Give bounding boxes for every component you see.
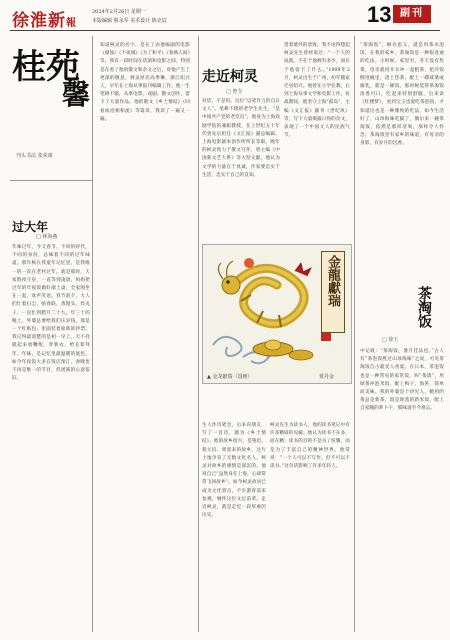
- article-chafan-author-name: 徐玉: [388, 337, 399, 343]
- figure-caption-right: 黄丹金: [319, 374, 335, 380]
- article-kexiang-body: 知道柯灵的名字，是在了由他编剧的电影《腐蚀》《不夜城》《为了和平》《春满人间》等。我有一段时间在话剧和电影之间，特别是在看了他的散文和杂文之后，对他产生了更深的敬意。柯灵原名高季琳，浙江绍兴人，早年在上海从事报刊编辑工作。他一生笔耕不辍，从事电影、戏剧、散文创作，留下了大量作品。他的散文《乡土情结》《回看血泪相和流》等篇章，我读了一遍又一遍。: [100, 43, 190, 122]
- article-chafan-body-2: 中记载：“茶淘饭，暑月佳品也。”古人有“茶泡饭胜过山珍海味”之说，可见茶淘饭自古就受人喜爱。在日本，茶泡饭也是一种常见的家常饭，叫“茶渍”，用绿茶冲泡米饭，配上梅干、海苔，简单而美味。我的外婆是个讲究人，她用的茶总是新茶，饭是现蒸的新米饭，配上自家腌的萝卜干，那味道至今难忘。: [360, 349, 444, 412]
- page-number: 13: [367, 2, 392, 27]
- column-calligraphy: 桂苑: [12, 47, 80, 87]
- article-kexiang-body-3: 望着墙外的景致，我不由得想起柯灵先生曾经说过：“一个人的成就，不在于他拥有多少，而在于他留下了什么。”1909年2月，柯灵出生于广州，幼年随家迁居绍兴。他曾在小学任教，后到上海从事文学和电影工作。抗战期间，他坚守上海“孤岛”，主编《文汇报》副刊《世纪风》等，写下大量揭露日伪的杂文，表现了一个中国文人的民族气节。: [284, 43, 350, 139]
- article-kexiang-body-5: 柯灵先生为读书人，他的读书笔记中有许多精辟的见解。他认为读书不在多，而在精；读书的目的不是为了炫耀，而是为了丰富自己的精神世界。他常说：“一个人可以不写作，但不可以不读书。”这句话影响了许多年轻人。: [270, 423, 350, 470]
- column-calligraphy-extra: 馨: [62, 78, 91, 111]
- column-caption: 刊头书法 张荣康: [16, 153, 53, 159]
- article-guonian-body: 年味过年，今又春节。不同的时代，不同的身份，总味着不同的过年味道。那年杨在我童年记忆里，是我唯一的一次在老村过年。就是那时，大家熬夜守岁，一直等到凌晨，妈妈把过年的年夜饭做好端上桌，全家围坐在一起，欢声笑语。春节前夕，大人们忙着扫尘、贴春联、蒸馒头、炸丸子，一直忙到腊月二十九。年三十的晚上，外婆总要给我们压岁钱，那是一个红纸包，里面装着崭新的钞票。我记得最清楚的是初一早上，天不亮就起来放鞭炮，穿新衣，给长辈拜年。年味，是记忆里最温暖的底色。如今年夜饭大多在饭店预订，春晚也不再是唯一的节目，但团圆的心意依旧。: [12, 245, 90, 382]
- article-chafan-title: 茶淘饭: [416, 286, 432, 328]
- column-header: [12, 48, 98, 168]
- article-chafan-author: □ 徐玉: [382, 337, 399, 343]
- article-kexiang-author: □ 曾令: [226, 89, 243, 95]
- masthead-logo: [12, 6, 77, 31]
- figure-caption-left-text: 金龙献瑞（国画）: [212, 374, 253, 380]
- masthead-date: 2024年2月26日 星期一: [92, 9, 146, 15]
- divider-left-column: [92, 36, 93, 632]
- article-guonian: [10, 180, 92, 632]
- article-kexiang-title: 走近柯灵: [202, 69, 258, 85]
- divider-right-column: [354, 36, 355, 632]
- masthead-editor: 本版编辑 蔡永军 美术设计 陈克辰: [92, 18, 167, 24]
- article-kexiang-author-name: 曾令: [232, 89, 243, 95]
- article-kexiang-body-2: 对话，不是吗。这位“以笔作刀的自日文人”。笔耕不辍的老学生先生，“是中国共产党的老党员”，他身为上海戏剧学院的兼职教授，在上世纪五十年代曾先后担任《文汇报》副总编辑、上海电影剧本创作所所长等职。晚年的柯灵致力于散文写作，曾主编《中国新文艺大系》等大型文献。他认为文学的力量在于真诚，作家要忠实于生活，忠实于自己的良知。: [202, 99, 280, 178]
- painting-calligraphy: [321, 251, 345, 333]
- treasure-ingots: [253, 340, 313, 360]
- masthead-rule: [10, 30, 440, 31]
- figure-caption-left: ▲ 金龙献瑞（国画）: [207, 374, 253, 380]
- article-guonian-author-name: 林海燕: [42, 234, 58, 240]
- masthead-logo-text: 徐淮新: [12, 11, 66, 31]
- divider-kexiang-col: [198, 36, 199, 632]
- article-kexiang-body-4: 生人作诗笔会，后来向朋友，写了一首诗，题为《乡土情结》。他的故乡绍兴，是鲁迅、蔡元培、周恩来的故乡，这片土地孕育了无数文化名人。柯灵对故乡的感情是深沉的，他说自己“虽然身在上海，心却常常飞回故乡”。如今柯灵故居已成为文化景点，不少游客前来参观，缅怀这位文坛前辈。走近柯灵，就是走近一段厚重的历史。: [202, 423, 266, 519]
- pearl-icon: [244, 258, 254, 268]
- article-guonian-author: □ 林海燕: [36, 234, 58, 240]
- masthead-logo-suffix: 報: [66, 18, 77, 29]
- painting-calligraphy-text: 金龍獻瑞: [325, 255, 340, 307]
- article-chafan-body: “茶淘饭”，顾名思义，就是用茶水泡饭。在我的家乡，茶淘饭是一种很普通的吃法。小时候，家里穷，冬天没有热菜，母亲就用开水冲一壶粗茶，把冷饭倒进碗里，浇上热茶，配上一碟咸菜或腐乳，就是一顿饭。那时候觉得茶淘饭清香可口，吃起来特别舒服。后来读《红楼梦》，看到宝玉也爱吃茶泡饭，才知道这也是一种雅致的吃法。如今生活好了，山珍海味吃腻了，偶尔来一碗茶淘饭，依然是那样清爽，那样令人怀念。茶淘饭里有家乡的味道，有母亲的身影，有岁月的沉香。: [360, 43, 444, 147]
- article-guonian-title: 过大年: [12, 220, 49, 234]
- figure-painting: [202, 244, 352, 384]
- dragon-figure: [218, 261, 311, 327]
- article-chafan: [358, 36, 444, 632]
- page-label: 副刊: [393, 5, 431, 23]
